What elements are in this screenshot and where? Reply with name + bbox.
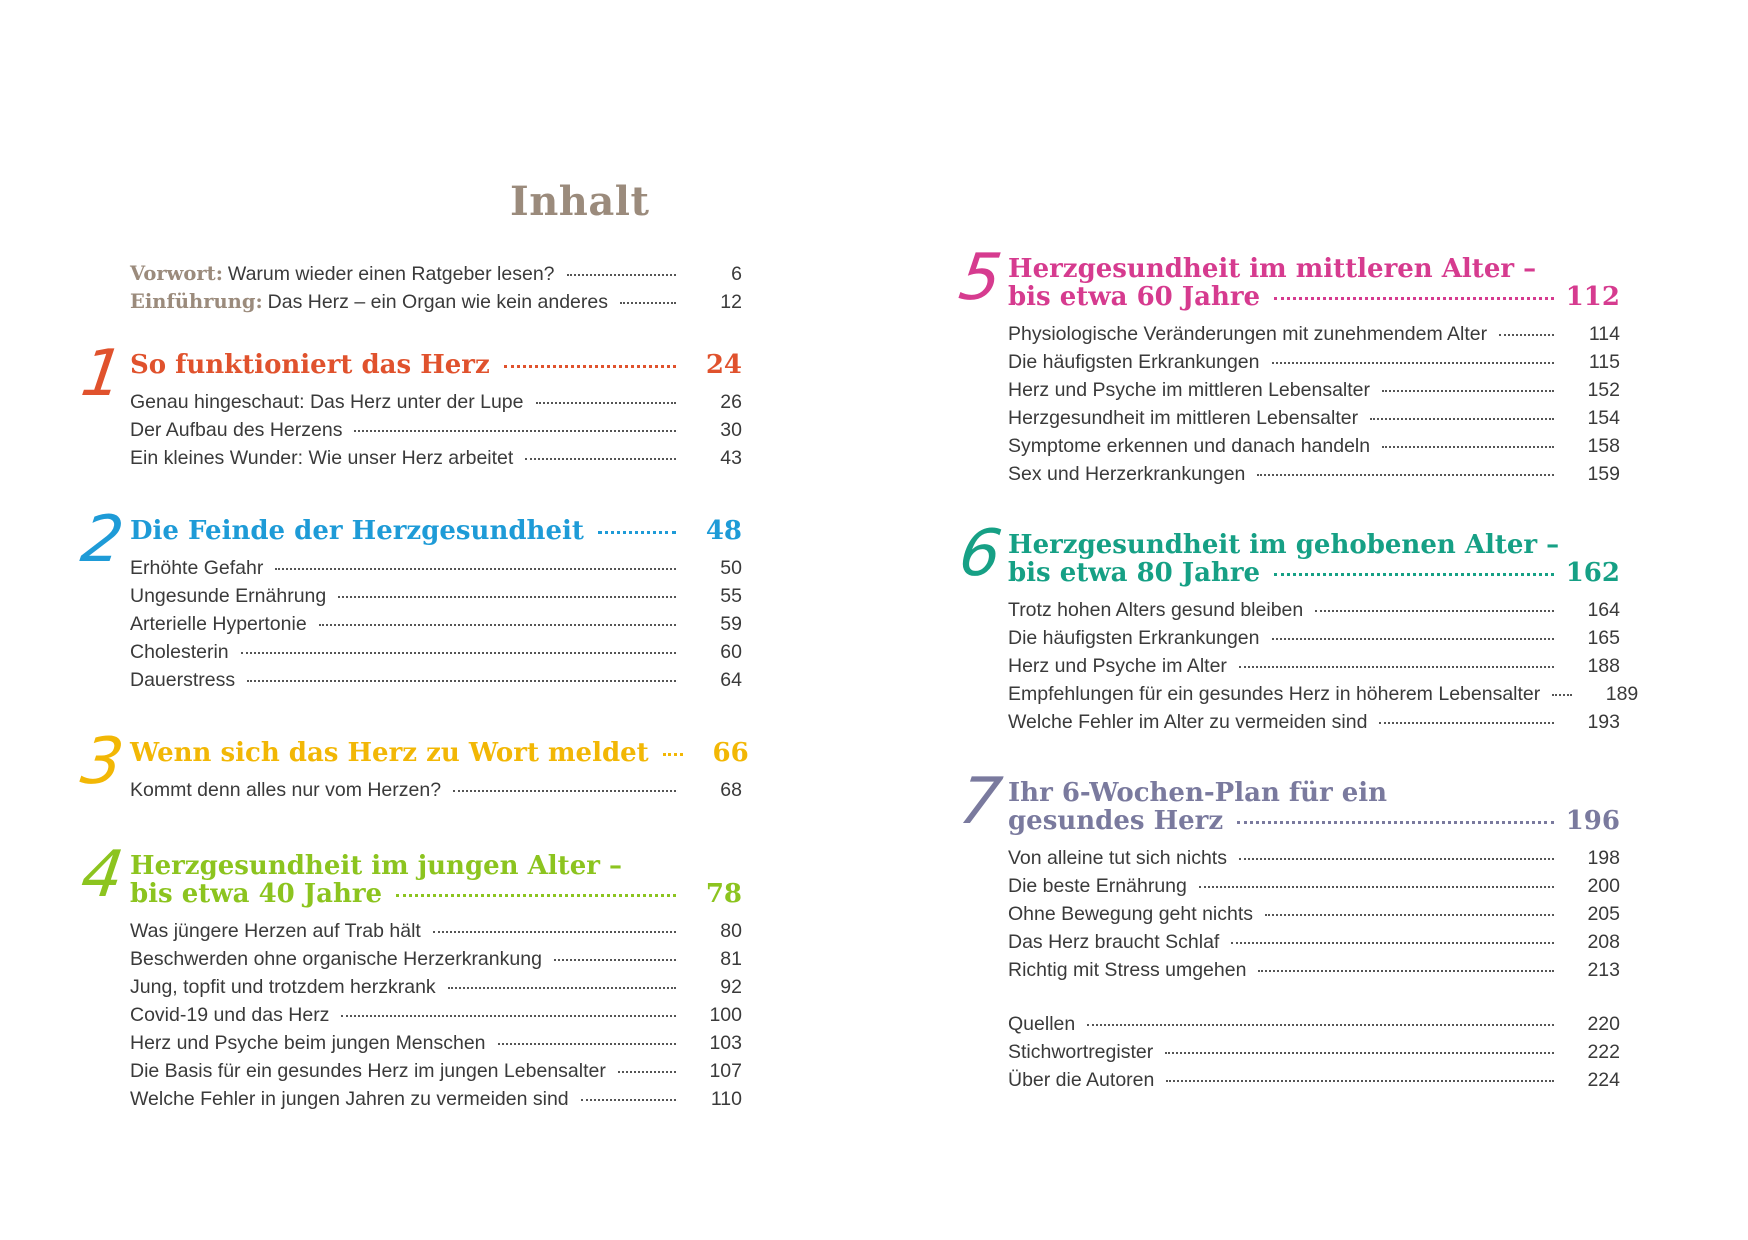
dot-leader [1370, 417, 1554, 420]
dot-leader [1272, 637, 1555, 640]
dot-leader [1199, 885, 1554, 888]
entry-text: Ohne Bewegung geht nichts [1008, 903, 1254, 925]
toc-entry[interactable] [130, 638, 742, 666]
toc-entry[interactable] [130, 416, 742, 444]
page-number: 59 [720, 613, 742, 635]
dot-leader [341, 1014, 676, 1017]
page-number: 152 [1587, 379, 1620, 401]
entry-text: Kommt denn alles nur vom Herzen? [130, 779, 442, 801]
chapter-number: 7 [954, 765, 1006, 839]
toc-entry[interactable] [130, 776, 742, 804]
intro-row-foreword [130, 260, 742, 288]
toc-entry[interactable] [1008, 900, 1620, 928]
page-number: 198 [1587, 847, 1620, 869]
page-number: 224 [1587, 1069, 1620, 1091]
dot-leader [1257, 473, 1554, 476]
chapter-page-number: 24 [705, 350, 742, 380]
page-number: 189 [1605, 683, 1639, 705]
chapter-7 [954, 765, 1620, 984]
entry-text: Trotz hohen Alters gesund bleiben [1008, 599, 1304, 621]
page-number: 114 [1588, 323, 1620, 345]
chapter-page-number: 112 [1565, 282, 1620, 312]
chapter-heading[interactable] [130, 352, 742, 380]
page-number: 208 [1587, 931, 1620, 953]
dot-leader [663, 752, 683, 756]
dot-leader [1231, 941, 1554, 944]
chapter-number: 2 [76, 503, 128, 577]
dot-leader [1165, 1051, 1554, 1054]
dot-leader [498, 1042, 676, 1045]
toc-entry[interactable] [1008, 624, 1620, 652]
dot-leader [275, 567, 676, 570]
toc-entry[interactable] [130, 582, 742, 610]
chapter-title-line: bis etwa 80 Jahre [1008, 558, 1261, 588]
entry-text: Arterielle Hypertonie [130, 613, 307, 635]
dot-leader [1315, 609, 1554, 612]
dot-leader [618, 1070, 676, 1073]
dot-leader [1166, 1079, 1554, 1082]
dot-leader [354, 429, 676, 432]
entry-text: Richtig mit Stress umgehen [1008, 959, 1247, 981]
dot-leader [1272, 361, 1555, 364]
dot-leader [1274, 296, 1554, 300]
page-number: 55 [720, 585, 742, 607]
appendix-row [1008, 1066, 1620, 1094]
dot-leader [554, 958, 676, 961]
intro-label: Vorwort: [130, 262, 223, 285]
dot-leader [241, 651, 676, 654]
chapter-entries [130, 388, 742, 472]
toc-entry[interactable] [130, 1029, 742, 1057]
toc-entry[interactable] [130, 973, 742, 1001]
page-number: 159 [1587, 463, 1620, 485]
entry-text: Quellen [1008, 1013, 1076, 1035]
dot-leader [338, 595, 676, 598]
page-number: 80 [720, 920, 742, 942]
chapter-page-number: 48 [705, 516, 742, 546]
toc-entry[interactable] [130, 610, 742, 638]
toc-entry[interactable] [1008, 596, 1620, 624]
dot-leader [567, 273, 676, 276]
appendix-row [1008, 1038, 1620, 1066]
appendix-block [1008, 1010, 1620, 1094]
page-number: 154 [1587, 407, 1620, 429]
page-number: 26 [720, 391, 742, 413]
chapter-entries [1008, 596, 1639, 736]
chapter-page-number: 66 [712, 738, 749, 768]
entry-text: Ein kleines Wunder: Wie unser Herz arbeitet [130, 447, 514, 469]
appendix-row [1008, 1010, 1620, 1038]
toc-entry[interactable] [130, 444, 742, 472]
page-number: 205 [1587, 903, 1620, 925]
entry-text: Dauerstress [130, 669, 236, 691]
toc-entry[interactable] [1008, 708, 1620, 736]
page-number: 193 [1587, 711, 1620, 733]
page-number: 200 [1587, 875, 1620, 897]
page-number: 100 [709, 1004, 742, 1026]
dot-leader [319, 623, 676, 626]
chapter-entries [130, 554, 742, 694]
toc-entry[interactable] [1008, 956, 1620, 984]
toc-entry[interactable] [1008, 460, 1620, 488]
page-number: 222 [1587, 1041, 1620, 1063]
chapter-page-number: 196 [1565, 806, 1620, 836]
page-number: 158 [1587, 435, 1620, 457]
dot-leader [1239, 665, 1554, 668]
chapter-heading[interactable] [1008, 780, 1620, 836]
entry-text: Empfehlungen für ein gesundes Herz in höherem Lebensalter [1008, 683, 1541, 705]
chapter-title-line: So funktioniert das Herz [130, 350, 490, 380]
chapter-page-number: 78 [705, 879, 742, 909]
chapter-entries [1008, 844, 1620, 984]
chapter-entries [130, 917, 742, 1113]
dot-leader [1382, 389, 1554, 392]
toc-entry[interactable] [130, 666, 742, 694]
toc-entry[interactable] [130, 1057, 742, 1085]
dot-leader [1258, 969, 1554, 972]
dot-leader [598, 530, 676, 534]
entry-text: Physiologische Veränderungen mit zunehmendem Alter [1008, 323, 1488, 345]
chapter-title-line: Herzgesundheit im mittleren Alter – [1008, 254, 1537, 284]
page-number: 164 [1587, 599, 1620, 621]
chapter-number: 6 [954, 517, 1006, 591]
chapter-title-line: Herzgesundheit im gehobenen Alter – [1008, 530, 1560, 560]
dot-leader [1379, 721, 1554, 724]
chapter-1 [76, 337, 742, 472]
page-number: 220 [1587, 1013, 1620, 1035]
toc-entry[interactable] [1008, 844, 1620, 872]
dot-leader [448, 986, 676, 989]
toc-entry[interactable] [130, 554, 742, 582]
entry-text: Das Herz braucht Schlaf [1008, 931, 1220, 953]
dot-leader [1274, 572, 1554, 576]
toc-entry[interactable] [1008, 652, 1620, 680]
dot-leader [433, 930, 676, 933]
chapter-number: 5 [954, 241, 1006, 315]
chapter-heading[interactable] [130, 738, 749, 768]
toc-entry[interactable] [1008, 928, 1620, 956]
chapter-heading[interactable] [130, 853, 742, 909]
dot-leader [453, 789, 676, 792]
dot-leader [504, 364, 676, 368]
entry-text: Ungesunde Ernährung [130, 585, 327, 607]
page-number: 110 [710, 1088, 742, 1110]
entry-text: Welche Fehler in jungen Jahren zu vermeiden sind [130, 1088, 569, 1110]
chapter-heading[interactable] [130, 518, 742, 546]
page-number: 165 [1587, 627, 1620, 649]
intro-row-introduction [130, 288, 742, 316]
entry-text: Welche Fehler im Alter zu vermeiden sind [1008, 711, 1368, 733]
dot-leader [620, 301, 676, 304]
page-number: 188 [1587, 655, 1620, 677]
chapter-page-number: 162 [1565, 558, 1620, 588]
chapter-heading[interactable] [1008, 532, 1620, 588]
page-number: 115 [1588, 351, 1620, 373]
page-number: 43 [720, 447, 742, 469]
chapter-entries [130, 776, 742, 804]
chapter-title-line: Die Feinde der Herzgesundheit [130, 516, 584, 546]
page-number: 92 [720, 976, 742, 998]
chapter-5 [954, 241, 1620, 488]
toc-entry[interactable] [1008, 404, 1620, 432]
toc-entry[interactable] [1008, 376, 1620, 404]
page-number: 103 [709, 1032, 742, 1054]
chapter-entries [1008, 320, 1620, 488]
entry-text: Sex und Herzerkrankungen [1008, 463, 1246, 485]
dot-leader [536, 401, 677, 404]
page-number: 60 [720, 641, 742, 663]
toc-entry[interactable] [130, 388, 742, 416]
dot-leader [1499, 333, 1554, 336]
toc-entry[interactable] [1008, 320, 1620, 348]
chapter-title-line: bis etwa 40 Jahre [130, 879, 383, 909]
entry-text: Über die Autoren [1008, 1069, 1155, 1091]
entry-text: Der Aufbau des Herzens [130, 419, 343, 441]
entry-text: Die häufigsten Erkrankungen [1008, 627, 1260, 649]
dot-leader [396, 893, 676, 897]
entry-text: Die häufigsten Erkrankungen [1008, 351, 1260, 373]
chapter-heading[interactable] [1008, 256, 1620, 312]
toc-entry[interactable] [1008, 680, 1639, 708]
entry-text: Stichwortregister [1008, 1041, 1154, 1063]
toc-entry[interactable] [1008, 872, 1620, 900]
page-number: 107 [709, 1060, 742, 1082]
entry-text: Von alleine tut sich nichts [1008, 847, 1227, 869]
entry-text: Herz und Psyche im Alter [1008, 655, 1227, 677]
entry-text: Jung, topfit und trotzdem herzkrank [130, 976, 436, 998]
entry-text: Herz und Psyche im mittleren Lebensalter [1008, 379, 1370, 401]
dot-leader [1552, 693, 1572, 696]
toc-entry[interactable] [130, 1001, 742, 1029]
chapter-title-line: Herzgesundheit im jungen Alter – [130, 851, 622, 881]
entry-text: Erhöhte Gefahr [130, 557, 264, 579]
chapter-number: 3 [76, 725, 128, 799]
entry-text: Herzgesundheit im mittleren Lebensalter [1008, 407, 1359, 429]
toc-entry[interactable] [130, 917, 742, 945]
page-number: 64 [720, 669, 742, 691]
entry-text: Herz und Psyche beim jungen Menschen [130, 1032, 486, 1054]
entry-text: Die beste Ernährung [1008, 875, 1187, 897]
page-title: Inhalt [510, 178, 650, 225]
chapter-number: 4 [76, 838, 128, 912]
page-number: 12 [720, 291, 742, 313]
chapter-title-line: Wenn sich das Herz zu Wort meldet [130, 738, 649, 768]
entry-text: Beschwerden ohne organische Herzerkrankung [130, 948, 542, 970]
page-number: 6 [731, 263, 742, 285]
chapter-title-line: bis etwa 60 Jahre [1008, 282, 1261, 312]
entry-text: Genau hingeschaut: Das Herz unter der Lupe [130, 391, 524, 413]
entry-text: Cholesterin [130, 641, 229, 663]
chapter-3 [76, 725, 749, 804]
entry-text: Covid-19 und das Herz [130, 1004, 330, 1026]
toc-entry[interactable] [130, 945, 742, 973]
dot-leader [1239, 857, 1554, 860]
dot-leader [1087, 1023, 1554, 1026]
entry-text: Was jüngere Herzen auf Trab hält [130, 920, 421, 942]
page-number: 81 [720, 948, 742, 970]
dot-leader [247, 679, 676, 682]
entry-text: Symptome erkennen und danach handeln [1008, 435, 1371, 457]
chapter-6 [954, 517, 1639, 736]
page-number: 213 [1587, 959, 1620, 981]
entry-text: Die Basis für ein gesundes Herz im jungen Lebensalter [130, 1060, 606, 1082]
chapter-number: 1 [76, 337, 128, 411]
toc-entry[interactable] [1008, 348, 1620, 376]
dot-leader [1237, 820, 1554, 824]
page-number: 50 [720, 557, 742, 579]
page-number: 30 [720, 419, 742, 441]
page-number: 68 [720, 779, 742, 801]
dot-leader [1382, 445, 1554, 448]
intro-text: Das Herz – ein Organ wie kein anderes [267, 291, 608, 313]
toc-entry[interactable] [130, 1085, 742, 1113]
toc-entry[interactable] [1008, 432, 1620, 460]
intro-text: Warum wieder einen Ratgeber lesen? [227, 263, 555, 285]
chapter-title-line: gesundes Herz [1008, 806, 1224, 836]
dot-leader [1265, 913, 1554, 916]
intro-label: Einführung: [130, 290, 263, 313]
chapter-4 [76, 838, 742, 1113]
dot-leader [581, 1098, 676, 1101]
chapter-title-line: Ihr 6-Wochen-Plan für ein [1008, 778, 1388, 808]
chapter-2 [76, 503, 742, 694]
intro-block [130, 260, 742, 316]
dot-leader [525, 457, 676, 460]
